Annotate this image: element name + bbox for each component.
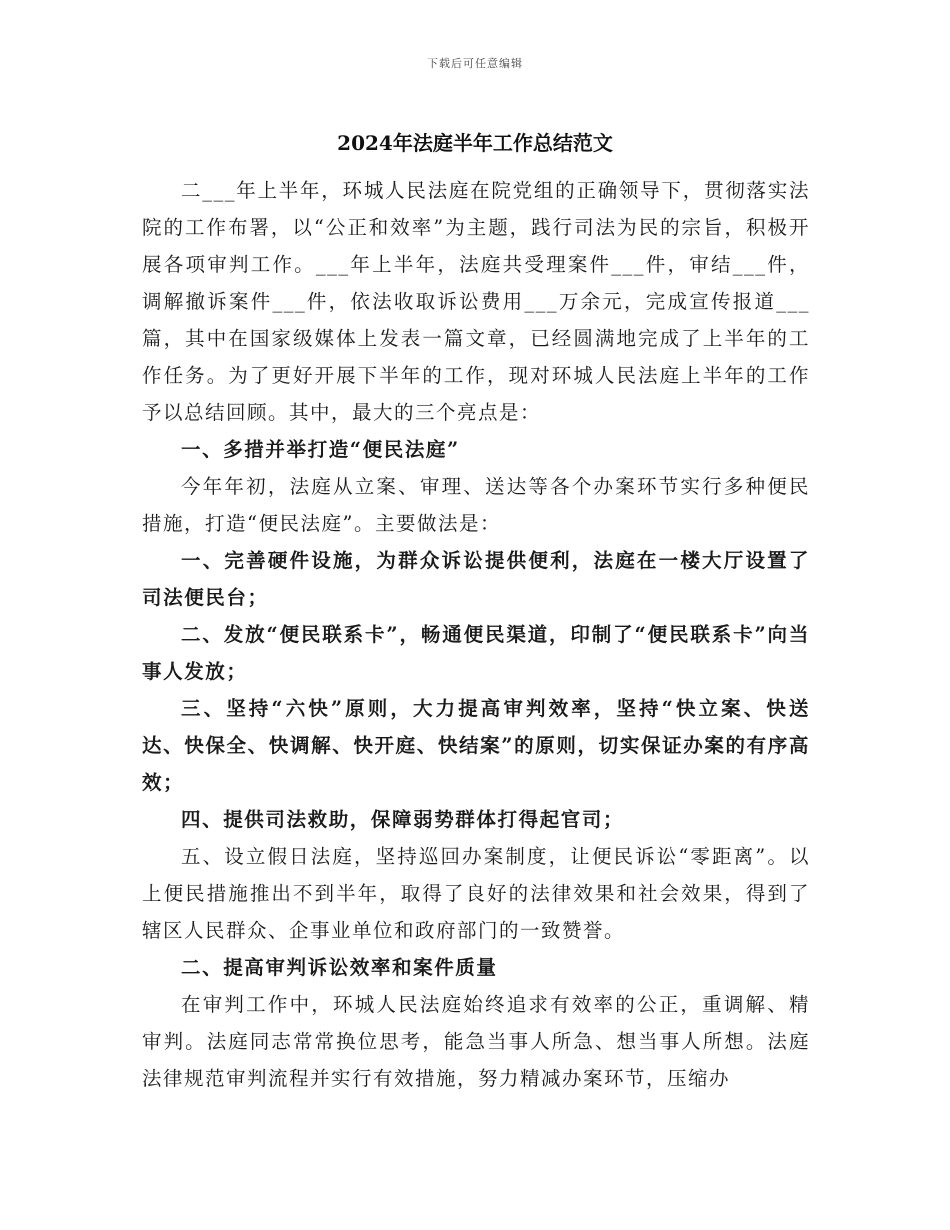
list-item: 二、发放“便民联系卡”，畅通便民渠道，印制了“便民联系卡”向当事人发放； <box>142 623 810 683</box>
page-title: 2024年法庭半年工作总结范文 <box>337 131 613 155</box>
paragraph: 在审判工作中，环城人民法庭始终追求有效率的公正，重调解、精审判。法庭同志常常换位思考，能急当事人所急、想当事人所想。法庭法律规范审判流程并实行有效措施，努力精减办案环节，压缩办 <box>142 993 810 1090</box>
list-item: 一、完善硬件设施，为群众诉讼提供便利，法庭在一楼大厅设置了司法便民台； <box>142 549 810 609</box>
section-heading-1: 一、多措并举打造“便民法庭” <box>181 438 460 461</box>
paragraph: 今年年初，法庭从立案、审理、送达等各个办案环节实行多种便民措施，打造“便民法庭”。主要做法是： <box>142 475 810 535</box>
paragraph-intro: 二___年上半年，环城人民法庭在院党组的正确领导下，贯彻落实法院的工作布署，以“公正和效率”为主题，践行司法为民的宗旨，积极开展各项审判工作。___年上半年，法庭共受理案件___件，审结___件，调解撤诉案件___件，依法收取诉讼费用___万余元，完成宣传报道___篇，其中在国家级媒体上发表一篇文章，已经圆满地完成了上半年的工作任务。为了更好开展下半年的工作，现对环城人民法庭上半年的工作予以总结回顾。其中，最大的三个亮点是： <box>142 179 810 424</box>
list-item: 五、设立假日法庭，坚持巡回办案制度，让便民诉讼“零距离”。以上便民措施推出不到半年，取得了良好的法律效果和社会效果，得到了辖区人民群众、企事业单位和政府部门的一致赞誉。 <box>142 845 810 942</box>
header-note: 下载后可任意编辑 <box>427 57 523 70</box>
document-body <box>142 172 810 1097</box>
list-item: 四、提供司法救助，保障弱势群体打得起官司； <box>181 808 625 831</box>
list-item: 三、坚持“六快”原则，大力提高审判效率，坚持“快立案、快送达、快保全、快调解、快开庭、快结案”的原则，切实保证办案的有序高效； <box>142 697 810 794</box>
section-heading-2: 二、提高审判诉讼效率和案件质量 <box>181 956 498 979</box>
